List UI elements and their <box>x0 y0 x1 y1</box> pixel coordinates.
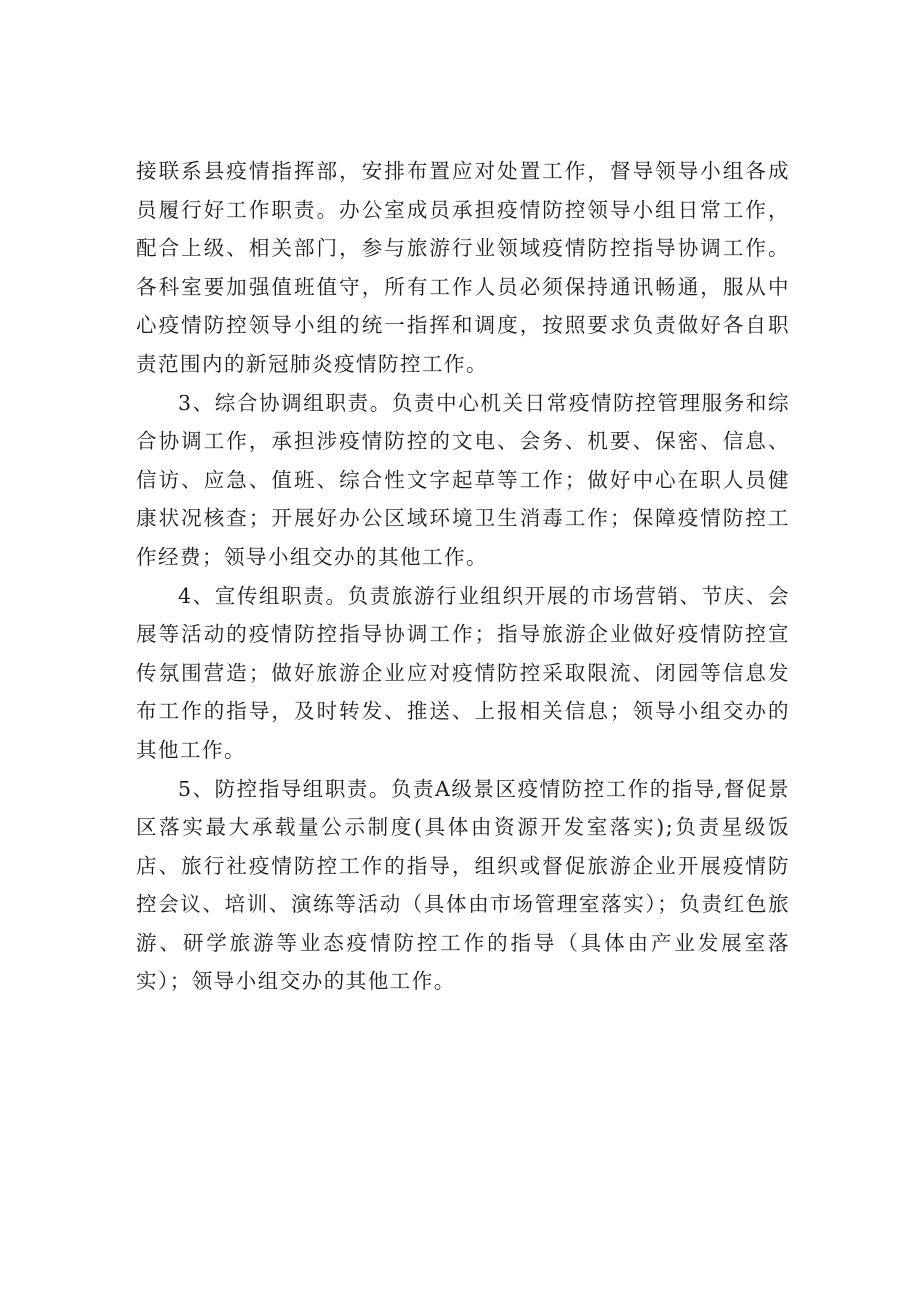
paragraph-office-duties: 接联系县疫情指挥部，安排布置应对处置工作，督导领导小组各成员履行好工作职责。办公室成员承担疫情防控领导小组日常工作，配合上级、相关部门，参与旅游行业领域疫情防控指导协调工作。各科室要加强值班值守，所有工作人员必须保持通讯畅通，服从中心疫情防控领导小组的统一指挥和调度，按照要求负责做好各自职责范围内的新冠肺炎疫情防控工作。 <box>136 159 790 376</box>
paragraph-publicity-group: 4、宣传组职责。负责旅游行业组织开展的市场营销、节庆、会展等活动的疫情防控指导协调工作；指导旅游企业做好疫情防控宣传氛围营造；做好旅游企业应对疫情防控采取限流、闭园等信息发布工作的指导，及时转发、推送、上报相关信息；领导小组交办的其他工作。 <box>136 583 790 762</box>
paragraph-prevention-guidance-group: 5、防控指导组职责。负责A级景区疫情防控工作的指导,督促景区落实最大承载量公示制度(具体由资源开发室落实);负责星级饭店、旅行社疫情防控工作的指导，组织或督促旅游企业开展疫情防控会议、培训、演练等活动（具体由市场管理室落实）；负责红色旅游、研学旅游等业态疫情防控工作的指导（具体由产业发展室落实）；领导小组交办的其他工作。 <box>136 776 790 994</box>
document-body <box>136 152 790 1001</box>
paragraph-coordination-group: 3、综合协调组职责。负责中心机关日常疫情防控管理服务和综合协调工作，承担涉疫情防控的文电、会务、机要、保密、信息、信访、应急、值班、综合性文字起草等工作；做好中心在职人员健康状况核查；开展好办公区域环境卫生消毒工作；保障疫情防控工作经费；领导小组交办的其他工作。 <box>136 390 790 569</box>
